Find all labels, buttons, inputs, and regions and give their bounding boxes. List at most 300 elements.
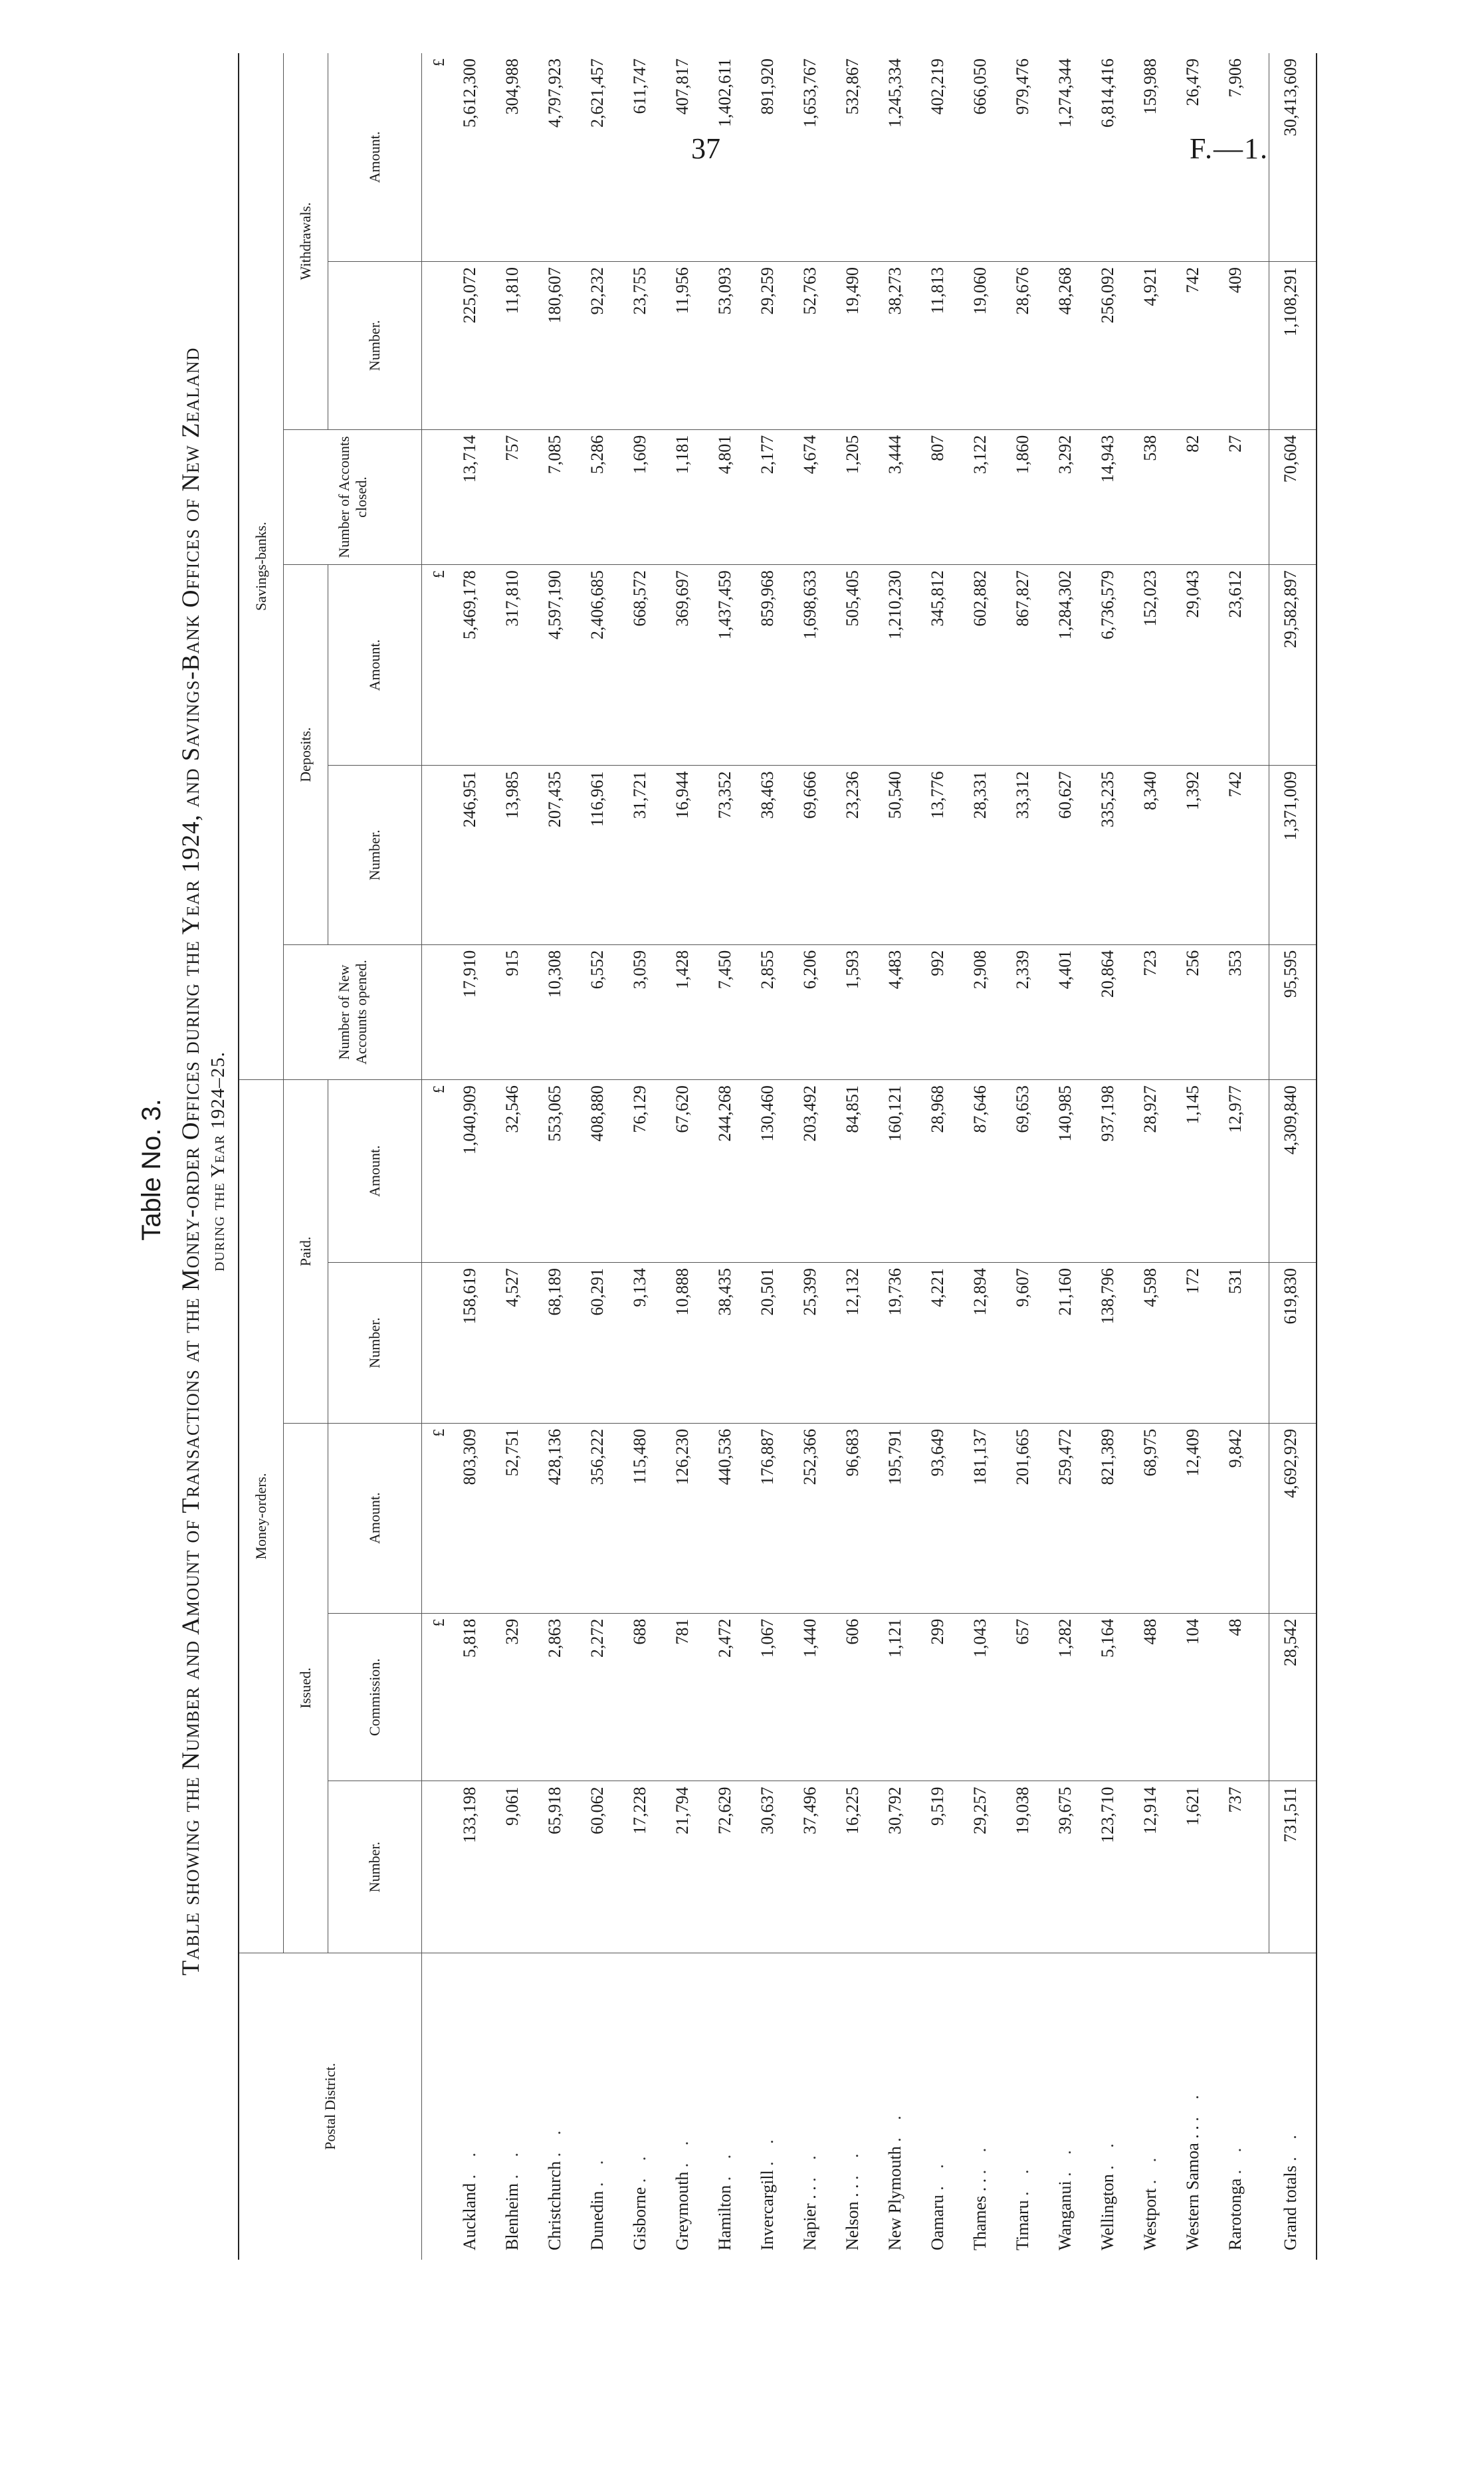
paid-number-cell: 531 [1214, 1262, 1257, 1423]
new-accounts-cell: 256 [1172, 944, 1214, 1079]
new-accounts-cell: 2,339 [1002, 944, 1044, 1079]
withdrawals-number-cell: 180,607 [534, 261, 576, 429]
paid-amount-cell: 69,653 [1002, 1080, 1044, 1263]
closed-accounts-cell: 5,286 [576, 429, 619, 564]
table-row [619, 53, 661, 2260]
district-name: Nelson . . [843, 2184, 862, 2250]
deposits-number-cell: 742 [1214, 766, 1257, 944]
paid-amount-cell: 1,040,909 [449, 1080, 491, 1263]
issued-number-header: Number. [328, 1781, 422, 1953]
issued-commission-cell: 1,440 [789, 1613, 831, 1781]
closed-accounts-header: Number of Accounts closed. [284, 429, 422, 564]
paid-number-cell: 25,399 [789, 1262, 831, 1423]
transactions-table [238, 53, 1317, 2260]
withdrawals-number-cell: 19,060 [959, 261, 1002, 429]
withdrawals-amount-cell: 5,612,300 [460, 58, 479, 128]
paid-amount-cell: 160,121 [874, 1080, 916, 1263]
issued-amount-cell: 126,230 [661, 1423, 704, 1613]
paid-amount-cell: 32,546 [491, 1080, 534, 1263]
issued-commission-cell: 781 [661, 1613, 704, 1781]
withdrawals-amount-cell: 4,797,923 [545, 58, 564, 128]
paid-amount-cell: 244,268 [704, 1080, 746, 1263]
closed-accounts-cell: 2,177 [746, 429, 789, 564]
issued-number-cell: 9,061 [491, 1781, 534, 1953]
withdrawals-number-cell: 11,813 [916, 261, 959, 429]
paid-amount-cell: 76,129 [619, 1080, 661, 1263]
withdrawals-amount-header: Amount. [328, 53, 422, 261]
issued-number-cell: 9,519 [916, 1781, 959, 1953]
issued-commission-cell: 1,067 [746, 1613, 789, 1781]
paid-number-cell: 19,736 [874, 1262, 916, 1423]
new-accounts-cell: 7,450 [704, 944, 746, 1079]
district-cell [1087, 1953, 1129, 2260]
withdrawals-number-cell: 52,763 [789, 261, 831, 429]
total-paid-number-cell: 619,830 [1269, 1262, 1313, 1423]
grand-totals-label-cell [1269, 1953, 1313, 2260]
district-name: Christchurch [545, 2161, 564, 2250]
paid-number-cell: 68,189 [534, 1262, 576, 1423]
deposits-amount-cell: 152,023 [1129, 565, 1172, 766]
closed-accounts-cell: 13,714 [449, 429, 491, 564]
deposits-amount-cell: 505,405 [831, 565, 874, 766]
withdrawals-amount-cell: 979,476 [1013, 58, 1032, 115]
withdrawals-header: Withdrawals. [284, 53, 328, 429]
table-row [1129, 53, 1172, 2260]
withdrawals-amount-cell: 1,653,767 [800, 58, 819, 128]
district-cell [661, 1953, 704, 2260]
table-row [1002, 53, 1044, 2260]
issued-amount-cell: 181,137 [959, 1423, 1002, 1613]
district-cell [1214, 1953, 1257, 2260]
new-accounts-cell: 6,552 [576, 944, 619, 1079]
new-accounts-cell: 20,864 [1087, 944, 1129, 1079]
district-cell [916, 1953, 959, 2260]
district-name: New Plymouth [885, 2146, 904, 2250]
issued-commission-cell: 2,272 [576, 1613, 619, 1781]
new-accounts-cell: 1,593 [831, 944, 874, 1079]
district-cell [746, 1953, 789, 2260]
deposits-number-cell: 246,951 [449, 766, 491, 944]
closed-accounts-cell: 807 [916, 429, 959, 564]
closed-accounts-cell: 14,943 [1087, 429, 1129, 564]
table-row [491, 53, 534, 2260]
issued-number-cell: 21,794 [661, 1781, 704, 1953]
total-deposits-amount-cell: 29,582,897 [1269, 565, 1313, 766]
district-name: Thames . . [970, 2178, 990, 2250]
issued-number-cell: 133,198 [449, 1781, 491, 1953]
deposits-number-cell: 335,235 [1087, 766, 1129, 944]
closed-accounts-cell: 1,181 [661, 429, 704, 564]
paid-number-cell: 12,132 [831, 1262, 874, 1423]
closed-accounts-cell: 757 [491, 429, 534, 564]
withdrawals-amount-cell: 159,988 [1140, 58, 1160, 115]
issued-number-cell: 737 [1214, 1781, 1257, 1953]
leader-dots: . . [800, 2149, 819, 2182]
issued-amount-cell: 195,791 [874, 1423, 916, 1613]
withdrawals-amount-cell: 666,050 [970, 58, 990, 115]
leader-dots: . . [1013, 2163, 1032, 2196]
issued-number-cell: 65,918 [534, 1781, 576, 1953]
district-cell [491, 1953, 534, 2260]
total-new-accounts-cell: 95,595 [1269, 944, 1313, 1079]
header-row-groups [239, 53, 284, 2260]
new-accounts-cell: 4,401 [1044, 944, 1087, 1079]
paid-amount-cell: 937,198 [1087, 1080, 1129, 1263]
withdrawals-amount-cell: 407,817 [673, 58, 692, 115]
issued-commission-cell: 2,472 [704, 1613, 746, 1781]
issued-commission-cell: 5,818 [449, 1613, 491, 1781]
deposits-amount-cell: 859,968 [746, 565, 789, 766]
closed-accounts-cell: 1,860 [1002, 429, 1044, 564]
paid-number-header: Number. [328, 1262, 422, 1423]
issued-amount-cell: 115,480 [619, 1423, 661, 1613]
new-accounts-cell: 1,428 [661, 944, 704, 1079]
issued-amount-cell: 96,683 [831, 1423, 874, 1613]
deposits-amount-cell: 1,698,633 [789, 565, 831, 766]
paid-amount-cell: 408,880 [576, 1080, 619, 1263]
leader-dots: . . [460, 2145, 479, 2179]
withdrawals-amount-cell: 1,402,611 [715, 58, 734, 128]
savings-banks-header: Savings-banks. [239, 53, 284, 1080]
deposits-amount-cell: 29,043 [1172, 565, 1214, 766]
district-name: Wellington [1098, 2174, 1117, 2250]
table-row [1044, 53, 1087, 2260]
paid-number-cell: 9,134 [619, 1262, 661, 1423]
new-accounts-cell: 6,206 [789, 944, 831, 1079]
deposits-amount-header: Amount. [328, 565, 422, 766]
district-name: Auckland [460, 2183, 479, 2250]
district-name: Invercargill [758, 2170, 777, 2250]
leader-dots: . . [758, 2133, 777, 2166]
issued-number-cell: 19,038 [1002, 1781, 1044, 1953]
total-issued-amount-cell: 4,692,929 [1269, 1423, 1313, 1613]
paid-amount-cell: 28,968 [916, 1080, 959, 1263]
paid-amount-cell: 140,985 [1044, 1080, 1087, 1263]
closed-accounts-cell: 82 [1172, 429, 1214, 564]
issued-amount-cell: 356,222 [576, 1423, 619, 1613]
new-accounts-cell: 2,908 [959, 944, 1002, 1079]
withdrawals-number-cell: 4,921 [1129, 261, 1172, 429]
paid-number-cell: 4,598 [1129, 1262, 1172, 1423]
paid-amount-cell: 553,065 [534, 1080, 576, 1263]
withdrawals-amount-cell: 6,814,416 [1098, 58, 1117, 128]
withdrawals-amount-cell: 7,906 [1225, 58, 1245, 98]
table-row [959, 53, 1002, 2260]
deposits-number-cell: 33,312 [1002, 766, 1044, 944]
district-cell [874, 1953, 916, 2260]
withdrawals-number-header: Number. [328, 261, 422, 429]
leader-dots: . . [1183, 2088, 1202, 2121]
paid-number-cell: 172 [1172, 1262, 1214, 1423]
paid-number-cell: 12,894 [959, 1262, 1002, 1423]
leader-dots: . . [545, 2123, 564, 2157]
issued-number-cell: 123,710 [1087, 1781, 1129, 1953]
withdrawals-amount-cell: 26,479 [1183, 58, 1202, 106]
issued-amount-cell: 252,366 [789, 1423, 831, 1613]
issued-commission-cell: 1,282 [1044, 1613, 1087, 1781]
leader-dots: . . [630, 2149, 649, 2183]
total-withdrawals-number-cell: 1,108,291 [1269, 261, 1313, 429]
new-accounts-cell: 3,059 [619, 944, 661, 1079]
header-row-subgroups [284, 53, 328, 2260]
paid-number-cell: 4,527 [491, 1262, 534, 1423]
deposits-amount-cell: 6,736,579 [1087, 565, 1129, 766]
issued-header: Issued. [284, 1423, 328, 1953]
district-cell [619, 1953, 661, 2260]
leader-dots: . . [970, 2141, 990, 2175]
district-cell [576, 1953, 619, 2260]
issued-number-cell: 30,792 [874, 1781, 916, 1953]
page-number: 37 [691, 132, 720, 165]
withdrawals-number-cell: 29,259 [746, 261, 789, 429]
district-cell [704, 1953, 746, 2260]
new-accounts-cell: 2,855 [746, 944, 789, 1079]
deposits-amount-cell: 23,612 [1214, 565, 1257, 766]
withdrawals-number-cell: 92,232 [576, 261, 619, 429]
district-name: Western Samoa . . [1183, 2125, 1202, 2250]
issued-amount-cell: 52,751 [491, 1423, 534, 1613]
paid-amount-cell: 28,927 [1129, 1080, 1172, 1263]
district-cell [449, 1953, 491, 2260]
issued-amount-cell: 821,389 [1087, 1423, 1129, 1613]
leader-dots: . . [885, 2109, 904, 2142]
deposits-number-cell: 13,985 [491, 766, 534, 944]
paid-number-cell: 38,435 [704, 1262, 746, 1423]
paid-number-cell: 138,796 [1087, 1262, 1129, 1423]
closed-accounts-cell: 4,674 [789, 429, 831, 564]
withdrawals-number-cell: 28,676 [1002, 261, 1044, 429]
issued-commission-cell: 299 [916, 1613, 959, 1781]
total-issued-number-cell: 731,511 [1269, 1781, 1313, 1953]
district-name: Gisborne [630, 2187, 649, 2250]
deposits-amount-cell: 5,469,178 [449, 565, 491, 766]
district-name: Blenheim [502, 2183, 522, 2250]
page-reference: F.—1. [1190, 132, 1269, 165]
deposits-amount-cell: 867,827 [1002, 565, 1044, 766]
issued-commission-cell: 329 [491, 1613, 534, 1781]
currency-symbol: £ [422, 565, 449, 766]
table-row [746, 53, 789, 2260]
leader-dots: . . [1225, 2141, 1245, 2175]
leader-dots: . . [843, 2147, 862, 2180]
new-accounts-cell: 10,308 [534, 944, 576, 1079]
withdrawals-amount-cell: 532,867 [843, 58, 862, 115]
deposits-number-cell: 16,944 [661, 766, 704, 944]
district-name: Oamaru [928, 2195, 947, 2250]
issued-number-cell: 30,637 [746, 1781, 789, 1953]
total-closed-accounts-cell: 70,604 [1269, 429, 1313, 564]
paid-number-cell: 20,501 [746, 1262, 789, 1423]
total-paid-amount-cell: 4,309,840 [1269, 1080, 1313, 1263]
issued-amount-cell: 803,309 [449, 1423, 491, 1613]
issued-number-cell: 37,496 [789, 1781, 831, 1953]
issued-amount-cell: 440,536 [704, 1423, 746, 1613]
table-row [874, 53, 916, 2260]
district-cell [1044, 1953, 1087, 2260]
issued-commission-cell: 5,164 [1087, 1613, 1129, 1781]
leader-dots: . . [673, 2134, 692, 2168]
district-name: Westport [1140, 2188, 1160, 2250]
deposits-number-cell: 73,352 [704, 766, 746, 944]
district-cell [1129, 1953, 1172, 2260]
withdrawals-amount-cell: 402,219 [928, 58, 947, 115]
withdrawals-number-cell: 256,092 [1087, 261, 1129, 429]
district-name: Hamilton [715, 2185, 734, 2250]
deposits-amount-cell: 369,697 [661, 565, 704, 766]
withdrawals-number-cell: 23,755 [619, 261, 661, 429]
closed-accounts-cell: 1,609 [619, 429, 661, 564]
deposits-amount-cell: 1,210,230 [874, 565, 916, 766]
paid-amount-cell: 203,492 [789, 1080, 831, 1263]
issued-commission-cell: 2,863 [534, 1613, 576, 1781]
table-number-text: Table No. 3. [137, 1099, 166, 1241]
total-deposits-number-cell: 1,371,009 [1269, 766, 1313, 944]
issued-number-cell: 39,675 [1044, 1781, 1087, 1953]
withdrawals-number-cell: 53,093 [704, 261, 746, 429]
deposits-amount-cell: 317,810 [491, 565, 534, 766]
withdrawals-number-cell: 11,956 [661, 261, 704, 429]
new-accounts-cell: 17,910 [449, 944, 491, 1079]
issued-amount-header: Amount. [328, 1423, 422, 1613]
issued-amount-cell: 9,842 [1214, 1423, 1257, 1613]
issued-amount-cell: 68,975 [1129, 1423, 1172, 1613]
issued-number-cell: 12,914 [1129, 1781, 1172, 1953]
district-cell [831, 1953, 874, 2260]
deposits-number-cell: 23,236 [831, 766, 874, 944]
issued-commission-cell: 488 [1129, 1613, 1172, 1781]
district-cell [959, 1953, 1002, 2260]
closed-accounts-cell: 27 [1214, 429, 1257, 564]
withdrawals-number-cell: 19,490 [831, 261, 874, 429]
deposits-number-cell: 60,627 [1044, 766, 1087, 944]
deposits-amount-cell: 602,882 [959, 565, 1002, 766]
district-name: Timaru [1013, 2200, 1032, 2250]
withdrawals-number-cell: 48,268 [1044, 261, 1087, 429]
total-issued-commission-cell: 28,542 [1269, 1613, 1313, 1781]
deposits-number-cell: 1,392 [1172, 766, 1214, 944]
currency-symbol: £ [422, 1423, 449, 1613]
withdrawals-amount-cell: 611,747 [630, 58, 649, 114]
closed-accounts-cell: 3,122 [959, 429, 1002, 564]
new-accounts-cell: 915 [491, 944, 534, 1079]
new-accounts-cell: 353 [1214, 944, 1257, 1079]
leader-dots: . . [1280, 2128, 1300, 2161]
totals-separator [1257, 53, 1269, 2260]
new-accounts-cell: 723 [1129, 944, 1172, 1079]
paid-amount-cell: 1,145 [1172, 1080, 1214, 1263]
deposits-number-header: Number. [328, 766, 422, 944]
issued-amount-cell: 259,472 [1044, 1423, 1087, 1613]
issued-commission-cell: 1,121 [874, 1613, 916, 1781]
issued-amount-cell: 201,665 [1002, 1423, 1044, 1613]
deposits-number-cell: 207,435 [534, 766, 576, 944]
closed-accounts-cell: 538 [1129, 429, 1172, 564]
issued-number-cell: 29,257 [959, 1781, 1002, 1953]
paid-number-cell: 10,888 [661, 1262, 704, 1423]
issued-commission-cell: 48 [1214, 1613, 1257, 1781]
district-name: Wanganui [1055, 2181, 1075, 2250]
grand-totals-label: Grand totals [1280, 2165, 1300, 2250]
issued-commission-cell: 104 [1172, 1613, 1214, 1781]
issued-number-cell: 16,225 [831, 1781, 874, 1953]
total-withdrawals-amount-cell: 30,413,609 [1281, 58, 1300, 136]
withdrawals-number-cell: 742 [1172, 261, 1214, 429]
leader-dots: . . [1140, 2151, 1160, 2185]
district-header: Postal District. [239, 1953, 422, 2260]
leader-dots: . . [1098, 2137, 1117, 2170]
leader-dots: . . [587, 2153, 607, 2187]
header-row-columns [328, 53, 422, 2260]
table-row [661, 53, 704, 2260]
district-cell [1002, 1953, 1044, 2260]
paid-amount-cell: 84,851 [831, 1080, 874, 1263]
issued-number-cell: 17,228 [619, 1781, 661, 1953]
currency-symbol: £ [422, 1080, 449, 1263]
district-name: Napier . . [800, 2186, 819, 2250]
table-row [576, 53, 619, 2260]
new-accounts-cell: 992 [916, 944, 959, 1079]
table-row [1087, 53, 1129, 2260]
deposits-amount-cell: 2,406,685 [576, 565, 619, 766]
deposits-number-cell: 116,961 [576, 766, 619, 944]
closed-accounts-cell: 3,444 [874, 429, 916, 564]
paid-number-cell: 4,221 [916, 1262, 959, 1423]
issued-number-cell: 1,621 [1172, 1781, 1214, 1953]
bottom-rule [1312, 53, 1317, 2260]
withdrawals-amount-cell: 891,920 [758, 58, 777, 115]
currency-unit-row [422, 53, 449, 2260]
district-name: Rarotonga [1225, 2178, 1245, 2250]
paid-amount-cell: 67,620 [661, 1080, 704, 1263]
paid-number-cell: 9,607 [1002, 1262, 1044, 1423]
leader-dots: . . [502, 2145, 522, 2179]
district-cell [1172, 1953, 1214, 2260]
district-name: Greymouth [673, 2171, 692, 2250]
paid-amount-header: Amount. [328, 1080, 422, 1263]
paid-number-cell: 158,619 [449, 1262, 491, 1423]
paid-amount-cell: 12,977 [1214, 1080, 1257, 1263]
paid-number-cell: 21,160 [1044, 1262, 1087, 1423]
deposits-number-cell: 38,463 [746, 766, 789, 944]
table-row [789, 53, 831, 2260]
issued-amount-cell: 93,649 [916, 1423, 959, 1613]
deposits-amount-cell: 345,812 [916, 565, 959, 766]
rotated-table-block [133, 50, 1462, 2273]
table-title: Table showing the Number and Amount of Transactions at the Money-order Offices during the Year 1924, and Savings-Bank Offices of New Zealand [177, 347, 205, 1976]
paid-amount-cell: 130,460 [746, 1080, 789, 1263]
withdrawals-number-cell: 38,273 [874, 261, 916, 429]
issued-commission-cell: 606 [831, 1613, 874, 1781]
paid-header: Paid. [284, 1080, 328, 1424]
deposits-amount-cell: 4,597,190 [534, 565, 576, 766]
table-row [916, 53, 959, 2260]
deposits-number-cell: 13,776 [916, 766, 959, 944]
deposits-amount-cell: 668,572 [619, 565, 661, 766]
deposits-amount-cell: 1,284,302 [1044, 565, 1087, 766]
withdrawals-amount-cell: 304,988 [502, 58, 522, 115]
deposits-header: Deposits. [284, 565, 328, 945]
table-row [449, 53, 491, 2260]
paid-number-cell: 60,291 [576, 1262, 619, 1423]
table-row [704, 53, 746, 2260]
table-subtitle: during the Year 1924–25. [207, 1051, 229, 1272]
district-cell [789, 1953, 831, 2260]
issued-commission-cell: 688 [619, 1613, 661, 1781]
leader-dots: . . [715, 2147, 734, 2181]
closed-accounts-cell: 7,085 [534, 429, 576, 564]
issued-number-cell: 60,062 [576, 1781, 619, 1953]
table-row [831, 53, 874, 2260]
